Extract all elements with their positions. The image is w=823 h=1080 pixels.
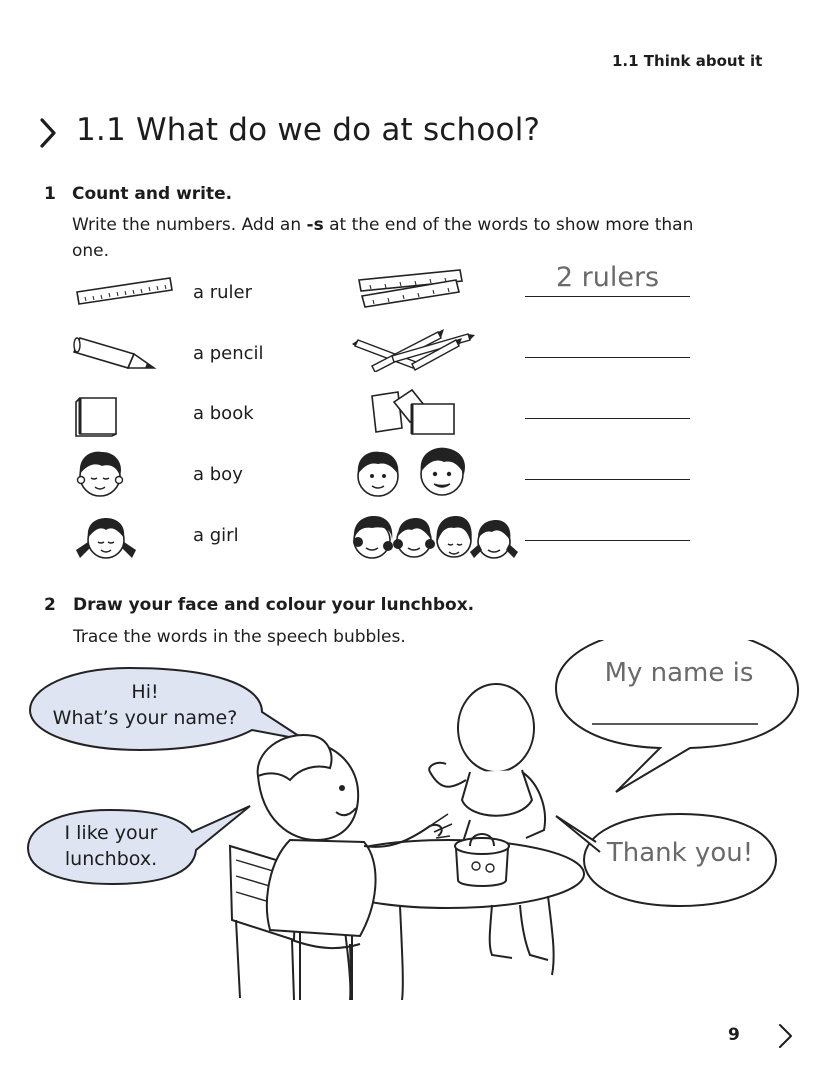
- exercise-2-instruction: Trace the words in the speech bubbles.: [73, 627, 406, 647]
- girls-icon: [352, 512, 522, 564]
- answer-line-3[interactable]: [525, 418, 690, 419]
- book-icon: [74, 392, 120, 438]
- chevron-right-icon: [38, 116, 60, 150]
- exercise-2-number: 2: [44, 595, 56, 615]
- answer-line-1[interactable]: [525, 296, 690, 297]
- exercise-2-heading: Draw your face and colour your lunchbox.: [73, 595, 475, 615]
- answer-line-4[interactable]: [525, 479, 690, 480]
- books-icon: [366, 388, 460, 438]
- chevron-right-icon[interactable]: [776, 1022, 796, 1050]
- exercise-1-instruction: [72, 212, 712, 264]
- pencil-icon: [72, 330, 158, 372]
- exercise-1-number: 1: [44, 184, 56, 204]
- bubble-thanks-trace: Thank you!: [606, 838, 754, 868]
- word-ruler: a ruler: [193, 282, 253, 303]
- word-book: a book: [193, 403, 254, 424]
- page-number: 9: [728, 1025, 740, 1045]
- bubble-lunchbox-line1: I like your: [64, 822, 158, 844]
- answer-line-5[interactable]: [525, 540, 690, 541]
- page-title: 1.1 What do we do at school?: [76, 112, 541, 148]
- boy-icon: [72, 446, 128, 502]
- word-girl: a girl: [193, 525, 239, 546]
- pencils-icon: [352, 326, 476, 372]
- instruction-text: at the end of the words to show more than one.: [72, 215, 694, 261]
- answer-line-2[interactable]: [525, 357, 690, 358]
- instruction-text: Write the numbers. Add an: [72, 215, 307, 235]
- running-head: 1.1 Think about it: [612, 52, 763, 70]
- bubble-lunchbox-line2: lunchbox.: [64, 848, 158, 870]
- word-boy: a boy: [193, 464, 243, 485]
- ruler-icon: [74, 274, 174, 310]
- instruction-suffix: -s: [306, 215, 324, 235]
- exercise-1-heading: Count and write.: [72, 184, 233, 204]
- boys-icon: [352, 444, 472, 502]
- girl-face-blank: [458, 684, 534, 772]
- word-pencil: a pencil: [193, 343, 264, 364]
- bubble-name-trace: My name is: [604, 658, 754, 688]
- bubble-hi-line2: What’s your name?: [52, 707, 238, 729]
- bubble-hi-line1: Hi!: [131, 681, 159, 703]
- rulers-icon: [356, 266, 466, 310]
- answer-example: 2 rulers: [555, 262, 660, 293]
- girl-icon: [70, 512, 142, 564]
